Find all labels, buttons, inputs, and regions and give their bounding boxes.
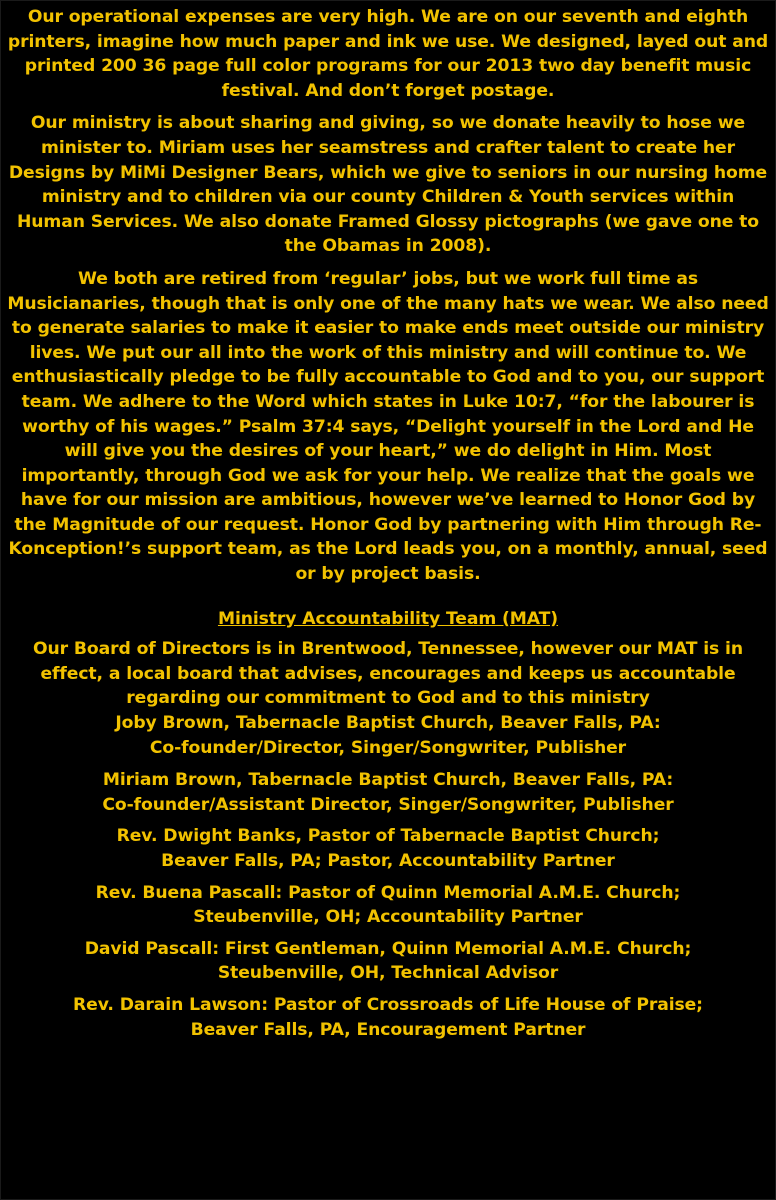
mat-member-2-line1: Miriam Brown, Tabernacle Baptist Church, Beaver Falls, PA: [102, 770, 674, 791]
mat-member-3-line1: Rev. Dwight Banks, Pastor of Tabernacle Baptist Church; [116, 826, 660, 847]
expenses-paragraph: Our operational expenses are very high. We are on our seventh and eighth printers, imagine how much paper and ink we use. We designed, layed out and printed 200 36 page full color programs for our 2013 two day benefit music festival. And don’t forget postage. [7, 7, 769, 101]
mat-member-5-line1: David Pascall: First Gentleman, Quinn Memorial A.M.E. Church; [84, 938, 692, 959]
mat-member-1-line1: Joby Brown, Tabernacle Baptist Church, Beaver Falls, PA: [115, 713, 661, 734]
mat-intro-text: Our Board of Directors is in Brentwood, Tennessee, however our MAT is in effect, a local board that advises, encourages and keeps us accountable regarding our commitment to God and to this ministry [33, 639, 743, 709]
mat-member-6-line2: Beaver Falls, PA, Encouragement Partner [190, 1019, 586, 1040]
mat-member-6-line1: Rev. Darain Lawson: Pastor of Crossroads of Life House of Praise; [73, 994, 703, 1015]
mat-member-4-line2: Steubenville, OH; Accountability Partner [193, 907, 583, 928]
mat-heading: Ministry Accountability Team (MAT) [217, 608, 559, 629]
mat-member-4-line1: Rev. Buena Pascall: Pastor of Quinn Memorial A.M.E. Church; [95, 882, 681, 903]
mat-member-3-line2: Beaver Falls, PA; Pastor, Accountability Partner [161, 851, 615, 871]
sharing-giving-paragraph: Our ministry is about sharing and giving, so we donate heavily to hose we minister to. Miriam uses her seamstress and crafter talent to create her Designs by MiMi Designer Bears, which we give to seniors in our nursing home ministry and to children via our county Children & Youth services within Human Services. We also donate Framed Glossy pictographs (we gave one to the Obamas in 2008). [8, 113, 768, 257]
mat-member-1-line2: Co-founder/Director, Singer/Songwriter, Publisher [149, 737, 627, 758]
mat-member-2 [7, 768, 769, 817]
mat-member-4 [7, 881, 769, 930]
mat-member-5 [7, 937, 769, 986]
mat-member-5-line2: Steubenville, OH, Technical Advisor [217, 963, 559, 984]
mat-member-6 [7, 993, 769, 1042]
document-body [7, 5, 769, 1049]
mat-member-2-line2: Co-founder/Assistant Director, Singer/Songwriter, Publisher [102, 794, 674, 815]
musicianaries-paragraph: We both are retired from ‘regular’ jobs, but we work full time as Musicianaries, though that is only one of the many hats we wear. We also need to generate salaries to make it easier to make ends meet outside our ministry lives. We put our all into the work of this ministry and will continue to. We enthusiastically pledge to be fully accountable to God and to you, our support team. We adhere to the Word which states in Luke 10:7, “for the labourer is worthy of his wages.” Psalm 37:4 says, “Delight yourself in the Lord and He will give you the desires of your heart,” we do delight in Him. Most importantly, through God we ask for your help. We realize that the goals we have for our mission are ambitious, however we’ve learned to Honor God by the Magnitude of our request. Honor God by partnering with Him through Re-Konception!’s support team, as the Lord leads you, on a monthly, annual, seed or by project basis. [7, 268, 769, 585]
mat-member-3 [7, 824, 769, 873]
mat-intro [7, 637, 769, 760]
